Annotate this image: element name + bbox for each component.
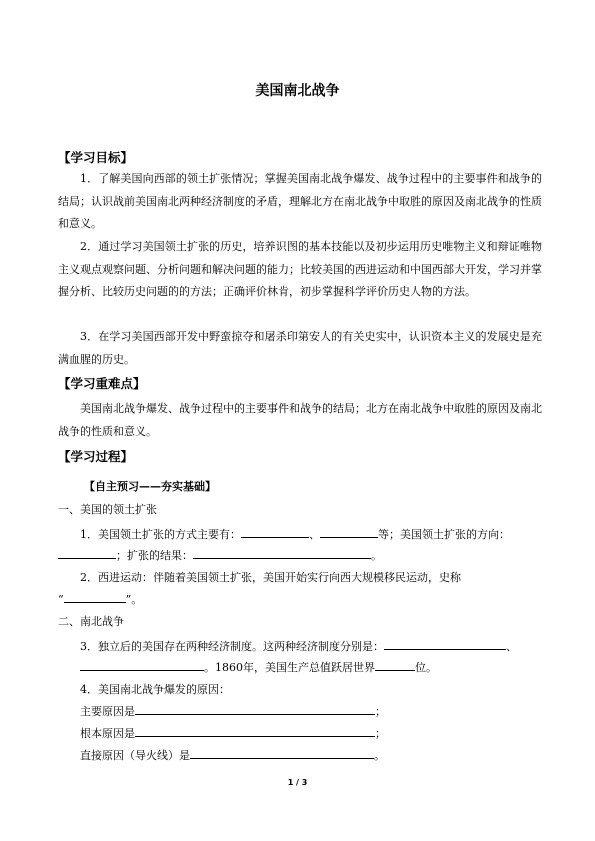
- process-heading: 【学习过程】: [58, 449, 134, 464]
- objectives-heading: 【学习目标】: [58, 150, 134, 165]
- q4-root-end: ；: [375, 727, 386, 740]
- q1-text-c: ；扩张的结果：: [116, 549, 193, 562]
- question-2-line-2: [58, 591, 142, 608]
- objective-1: 1．了解美国向西部的领土扩张情况；掌握美国南北战争爆发、战争过程中的主要事件和战争的结局；认识战前美国南北两种经济制度的矛盾，理解北方在南北战争中取胜的原因及南北战争的性质和意义。: [58, 172, 542, 230]
- q1-sep: 、: [309, 528, 320, 541]
- answer-blank[interactable]: [320, 526, 378, 538]
- key-points-heading: 【学习重难点】: [58, 376, 146, 391]
- q4-root-label: 根本原因是: [80, 727, 135, 740]
- answer-blank[interactable]: [241, 526, 309, 538]
- answer-blank[interactable]: [375, 659, 415, 671]
- q4-direct-label: 直接原因（导火线）是: [80, 749, 190, 762]
- question-4-root-cause: [80, 725, 386, 742]
- q1-text-b: 等；美国领土扩张的方向：: [378, 528, 510, 541]
- q3-text-b: 。1860年，美国生产总值跃居世界: [204, 661, 375, 674]
- q3-sep: 、: [506, 640, 517, 653]
- section-1-title: 一、美国的领土扩张: [58, 503, 157, 516]
- answer-blank[interactable]: [64, 591, 126, 603]
- answer-blank[interactable]: [190, 747, 374, 759]
- question-4-main-cause: [80, 703, 386, 720]
- key-points-text: 美国南北战争爆发、战争过程中的主要事件和战争的结局；北方在南北战争中取胜的原因及南北战争的性质和意义。: [58, 402, 542, 438]
- q4-main-label: 主要原因是: [80, 705, 135, 718]
- answer-blank[interactable]: [384, 638, 506, 650]
- q2-close-quote: ”。: [125, 593, 143, 606]
- q1-end: 。: [371, 549, 382, 562]
- objective-2: 2．通过学习美国领土扩张的历史，培养识图的基本技能以及初步运用历史唯物主义和辩证唯物主义观点观察问题、分析问题和解决问题的能力；比较美国的西进运动和中国西部大开发，学习并掌握分析、比较历史问题的的方法；正确评价林肯，初步掌握科学评价历史人物的方法。: [58, 240, 542, 298]
- answer-blank[interactable]: [193, 547, 371, 559]
- section-2-title: 二、南北战争: [58, 615, 124, 628]
- page-title: 美国南北战争: [255, 83, 340, 99]
- question-3-line-2: [80, 659, 437, 676]
- question-1-line-1: [80, 526, 510, 543]
- page-number: 1 / 3: [287, 778, 308, 787]
- q4-main-end: ；: [375, 705, 386, 718]
- question-4-title: 4．美国南北战争爆发的原因：: [80, 683, 230, 696]
- question-3-line-1: [80, 638, 517, 655]
- question-2-line-1: 2．西进运动：伴随着美国领土扩张，美国开始实行向西大规模移民运动，史称: [80, 571, 461, 584]
- question-1-line-2: [58, 547, 382, 564]
- objective-3: 3．在学习美国西部开发中野蛮掠夺和屠杀印第安人的有关史实中，认识资本主义的发展史是充满血腥的历史。: [58, 330, 542, 366]
- preview-subheading: 【自主预习——夯实基础】: [84, 480, 216, 493]
- q4-direct-end: 。: [374, 749, 385, 762]
- question-4-direct-cause: [80, 747, 385, 764]
- answer-blank[interactable]: [58, 547, 116, 559]
- q1-text-a: 1．美国领土扩张的方式主要有：: [80, 528, 241, 541]
- answer-blank[interactable]: [80, 659, 204, 671]
- answer-blank[interactable]: [135, 703, 375, 715]
- q3-text-c: 位。: [415, 661, 437, 674]
- q3-text-a: 3．独立后的美国存在两种经济制度。这两种经济制度分别是：: [80, 640, 384, 653]
- q2-open-quote: “: [58, 593, 64, 606]
- answer-blank[interactable]: [135, 725, 375, 737]
